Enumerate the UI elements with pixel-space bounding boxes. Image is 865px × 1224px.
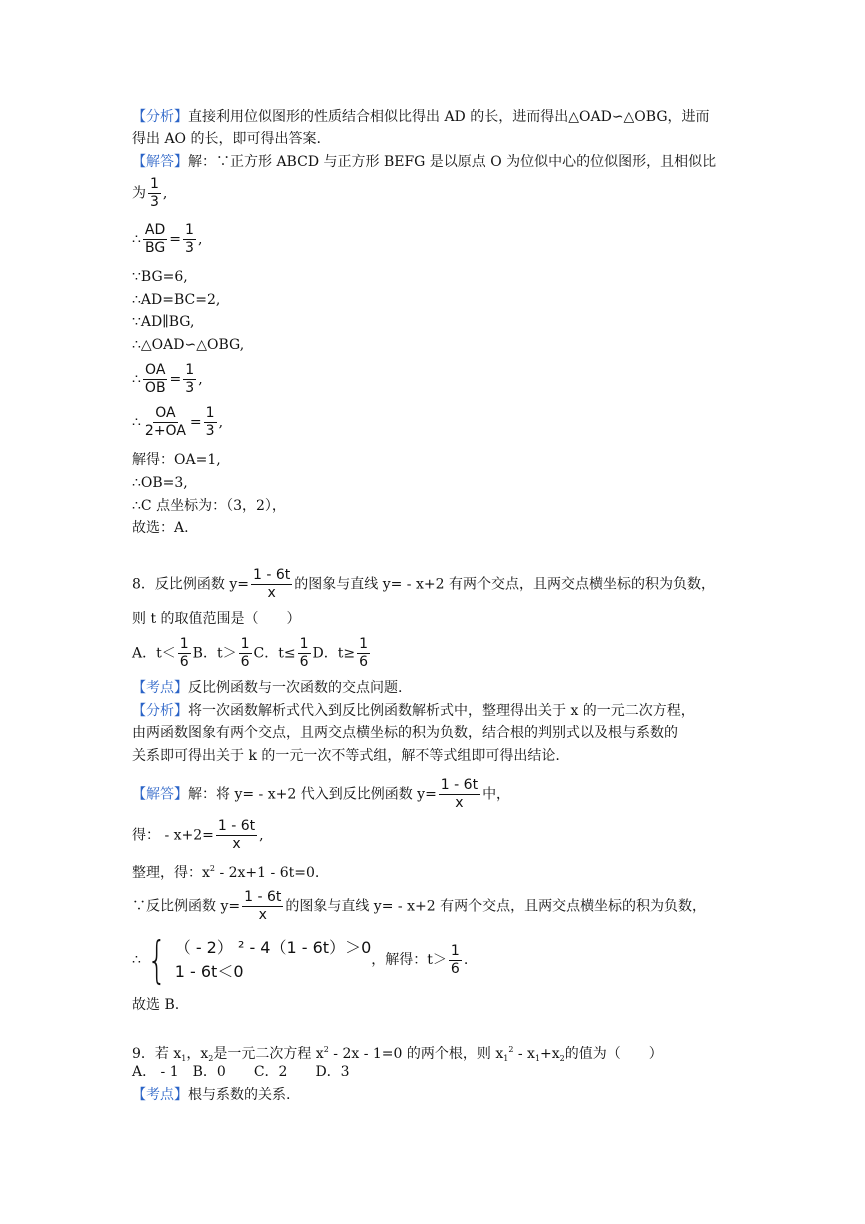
fraction: $\frac{1}{6}$ — [450, 942, 460, 977]
q9-stem: 9．若 $x_1$，$x_2$是一元二次方程 $x^2 - 2x - 1=0$ 的两个根，则 $x_1^2 - x_1+x_2$的值为（ ） — [132, 1045, 663, 1063]
q7-step8: 解得：OA=1, — [132, 452, 221, 468]
fraction: $\frac{AD}{BG}$ — [144, 222, 166, 256]
fraction: $\frac{1 - 6t}{x}$ — [440, 777, 479, 811]
fraction: $\frac{1}{6}$ — [299, 636, 309, 670]
q7-step10: ∴C 点坐标为：（3，2）， — [132, 498, 286, 514]
kaodian-tag: 【考点】 — [132, 1087, 188, 1103]
q7-step1: ∴ $\frac{AD}{BG}$ = $\frac{1}{3}$ , — [132, 222, 203, 256]
fraction: $\frac{OA}{OB}$ — [144, 362, 166, 396]
fraction: $\frac{1}{3}$ — [185, 362, 195, 396]
q9-options: A． - 1 B．0 C．2 D．3 — [132, 1064, 350, 1080]
q7-step2: ∵BG=6, — [132, 269, 188, 285]
fraction: $\frac{1}{6}$ — [359, 636, 369, 670]
q8-options — [132, 636, 372, 671]
q8-analysis-line3: 关系即可得出关于 k 的一元一次不等式组，解不等式组即可得出结论. — [132, 748, 560, 764]
fraction: $\frac{1 - 6t}{x}$ — [253, 567, 291, 601]
q7-step6: ∴ $\frac{OA}{OB}$ = $\frac{1}{3}$ , — [132, 362, 203, 396]
kaodian-tag: 【考点】 — [132, 680, 188, 696]
fraction: $\frac{OA}{2+OA}$ — [144, 405, 186, 439]
fraction: $\frac{1}{6}$ — [179, 636, 189, 670]
q7-step4: ∵AD∥BG, — [132, 314, 195, 330]
q8-stem-line2: 则 t 的取值范围是（ ） — [132, 611, 301, 627]
q8-stem-line1: 8．反比例函数 y= $\frac{1 - 6t}{x}$ 的图象与直线 y= - x+2 有两个交点，且两交点横坐标的积为负数， — [132, 567, 715, 601]
q8-answer-line1: 【解答】解：将 y= - x+2 代入到反比例函数 y= $\frac{1 - 6t}{x}$ 中， — [132, 777, 511, 811]
q7-step3: ∴AD=BC=2, — [132, 292, 221, 308]
analysis-tag: 【分析】 — [132, 703, 188, 719]
fraction: $\frac{1}{3}$ — [150, 176, 159, 210]
q8-choice: 故选 B. — [132, 997, 180, 1013]
option-a: A．t＜ — [132, 645, 176, 662]
q9-kaodian: 【考点】根与系数的关系. — [132, 1087, 291, 1103]
fraction: $\frac{1}{6}$ — [240, 636, 250, 670]
option-b: B．t＞ — [192, 645, 237, 662]
q8-step1: 得： - x+2= $\frac{1 - 6t}{x}$ , — [132, 818, 264, 852]
q8-step3: ∵反比例函数 y= $\frac{1 - 6t}{x}$ 的图象与直线 y= - x+2 有两个交点，且两交点横坐标的积为负数， — [132, 889, 707, 923]
fraction: $\frac{1}{3}$ — [205, 405, 215, 439]
fraction: $\frac{1 - 6t}{x}$ — [217, 818, 256, 852]
q7-step9: ∴OB=3, — [132, 475, 188, 491]
option-c: C．t≤ — [253, 645, 296, 662]
q7-step5: ∴△OAD∽△OBG, — [132, 337, 245, 353]
answer-tag: 【解答】 — [132, 154, 188, 170]
q7-ratio-line: 为 $\frac{1}{3}$ , — [132, 176, 168, 210]
q8-step2: 整理，得：$x^2 - 2x+1 - 6t=0$. — [132, 864, 320, 881]
q7-step7: ∴ $\frac{OA}{2+OA}$ = $\frac{1}{3}$ , — [132, 405, 224, 439]
q7-choice: 故选：A. — [132, 520, 189, 536]
q8-analysis-line1: 【分析】将一次函数解析式代入到反比例函数解析式中，整理得出关于 x 的一元二次方程， — [132, 703, 695, 719]
analysis-tag: 【分析】 — [132, 109, 188, 125]
q7-analysis-line1: 【分析】直接利用位似图形的性质结合相似比得出 AD 的长，进而得出△OAD∽△OBG，进而 — [132, 109, 710, 125]
option-d: D．t≥ — [312, 645, 356, 662]
q8-analysis-line2: 由两函数图象有两个交点，且两交点横坐标的积为负数，结合根的判别式以及根与系数的 — [132, 725, 678, 741]
q8-step4: ∴ { （ - 2） ² - 4（1 - 6t）＞0 1 - 6t＜0 ，解得：t＞ $\frac{1}{6}$ . — [132, 931, 469, 989]
fraction: $\frac{1}{3}$ — [185, 222, 194, 256]
answer-tag: 【解答】 — [132, 786, 188, 803]
q8-kaodian: 【考点】反比例函数与一次函数的交点问题. — [132, 680, 403, 696]
q7-answer-line1: 【解答】解：∵正方形 ABCD 与正方形 BEFG 是以原点 O 为位似中心的位似图形，且相似比 — [132, 154, 717, 170]
fraction: $\frac{1 - 6t}{x}$ — [244, 889, 282, 923]
inequality-system: { （ - 2） ² - 4（1 - 6t）＞0 1 - 6t＜0 — [147, 931, 372, 989]
q7-analysis-line2: 得出 AO 的长，即可得出答案. — [132, 131, 321, 147]
